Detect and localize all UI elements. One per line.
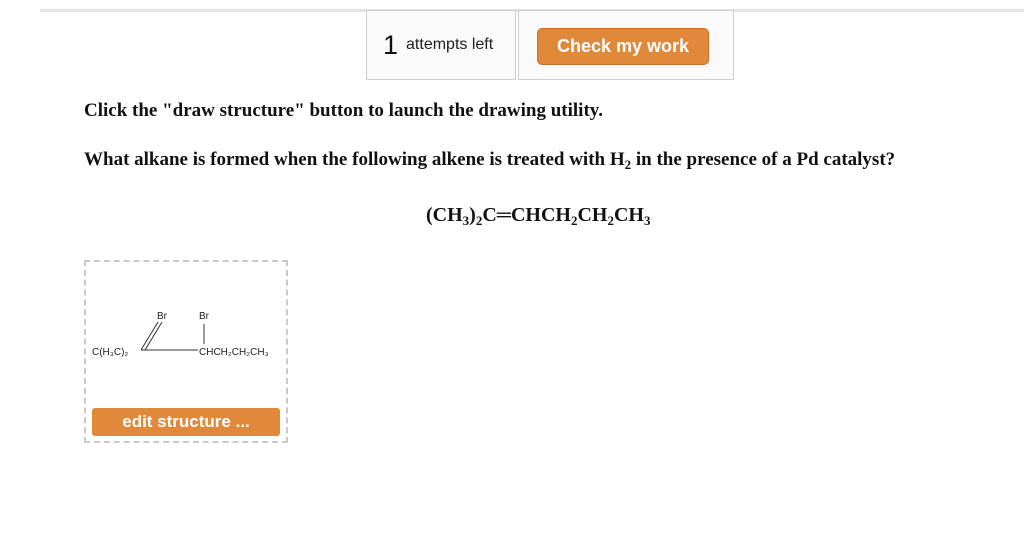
left-group-label: C(H₃C)₂	[92, 347, 129, 358]
formula-part: CH	[613, 204, 644, 226]
formula-part: CH	[577, 204, 608, 226]
question-text	[84, 149, 895, 173]
formula-part: C═CHCH	[482, 204, 571, 226]
structure-drawing	[86, 262, 286, 402]
attempts-count: 1	[383, 29, 399, 60]
formula-subscript: 2	[475, 213, 483, 228]
formula-subscript: 3	[462, 213, 470, 228]
atom-label: Br	[157, 311, 167, 322]
atom-label: Br	[199, 311, 209, 322]
drawing-area[interactable]	[84, 260, 288, 443]
formula-subscript: 2	[570, 213, 578, 228]
formula-subscript: 2	[607, 213, 614, 228]
check-panel	[518, 10, 734, 80]
question-part-2: in the presence of a Pd catalyst?	[631, 149, 896, 170]
question-part-1: What alkane is formed when the following alkene is treated with H	[84, 149, 625, 170]
right-group-label: CHCH₂CH₂CH₃	[199, 347, 269, 358]
edit-structure-button[interactable]: edit structure ...	[92, 408, 280, 436]
attempts-label: attempts left	[406, 36, 494, 53]
formula-part: (CH	[426, 204, 463, 226]
check-my-work-button[interactable]: Check my work	[537, 28, 709, 65]
question-subscript: 2	[624, 157, 632, 172]
instruction-text: Click the "draw structure" button to launch the drawing utility.	[84, 100, 603, 121]
bond-line	[145, 322, 162, 350]
formula-subscript: 3	[643, 213, 651, 228]
attempts-panel	[366, 10, 516, 80]
bond-line	[141, 322, 158, 350]
alkene-formula	[426, 204, 650, 229]
formula-part: )	[469, 204, 476, 226]
